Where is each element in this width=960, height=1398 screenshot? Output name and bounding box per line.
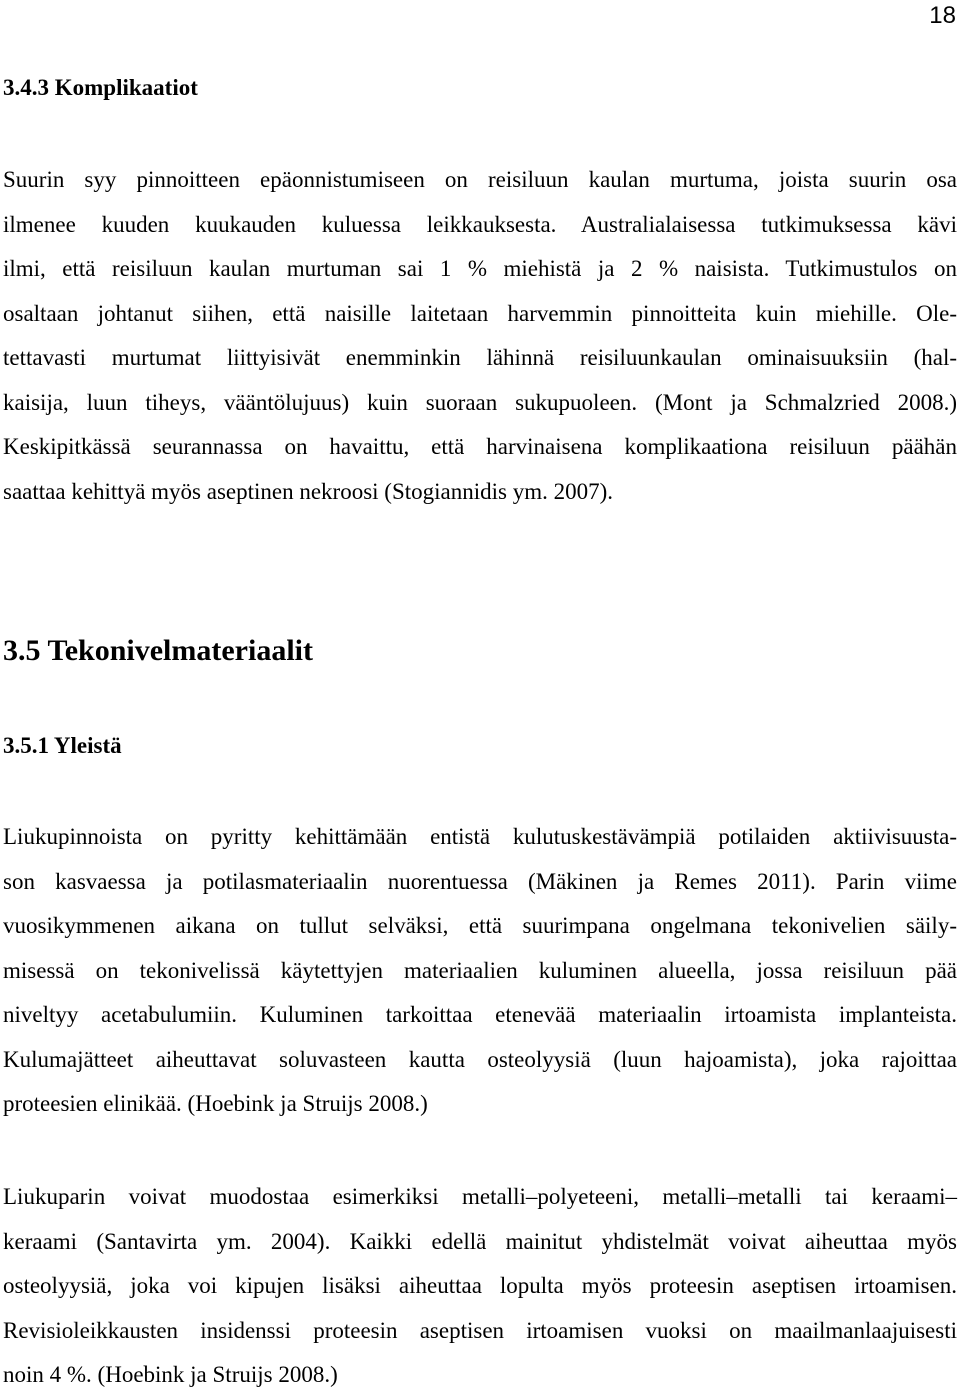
heading-tekonivelmateriaalit: 3.5 Tekonivelmateriaalit — [3, 634, 313, 667]
paragraph-yleista-2 — [3, 1175, 957, 1398]
text-line: ilmi, että reisiluun kaulan murtuman sai 1 % miehistä ja 2 % naisista. Tutkimustulos on — [3, 256, 957, 281]
text-line: Revisioleikkausten insidenssi proteesin aseptisen irtoamisen vuoksi on maailmanlaajuisesti — [3, 1317, 957, 1343]
text-line: keraami (Santavirta ym. 2004). Kaikki edellä mainitut yhdistelmät voivat aiheuttaa myös — [3, 1228, 957, 1254]
paragraph-komplikaatiot — [3, 158, 957, 514]
text-line: ilmenee kuuden kuukauden kuluessa leikkauksesta. Australialaisessa tutkimuksessa kävi — [3, 211, 957, 237]
paragraph-yleista-1 — [3, 815, 957, 1127]
text-line: tettavasti murtumat liittyisivät enemminkin lähinnä reisiluunkaulan ominaisuuksiin (hal- — [3, 345, 957, 370]
text-line: Keskipitkässä seurannassa on havaittu, että harvinaisena komplikaationa reisiluun päähän — [3, 434, 957, 459]
text-line: Suurin syy pinnoitteen epäonnistumiseen on reisiluun kaulan murtuma, joista suurin osa — [3, 167, 957, 192]
text-line: son kasvaessa ja potilasmateriaalin nuorentuessa (Mäkinen ja Remes 2011). Parin viime — [3, 868, 957, 894]
text-line: Liukupinnoista on pyritty kehittämään entistä kulutuskestävämpiä potilaiden aktiivisuusta- — [3, 824, 957, 849]
text-line: osteolyysiä, joka voi kipujen lisäksi aiheuttaa lopulta myös proteesin aseptisen irtoamisen. — [3, 1273, 957, 1298]
text-line: noin 4 %. (Hoebink ja Struijs 2008.) — [3, 1362, 338, 1387]
text-line: proteesien elinikää. (Hoebink ja Struijs 2008.) — [3, 1091, 428, 1116]
text-line: vuosikymmenen aikana on tullut selväksi, että suurimpana ongelmana tekonivelien säily- — [3, 913, 957, 938]
text-line: saattaa kehittyä myös aseptinen nekroosi (Stogiannidis ym. 2007). — [3, 478, 614, 504]
text-line: niveltyy acetabulumiin. Kuluminen tarkoittaa etenevää materiaalin irtoamista implanteista. — [3, 1002, 957, 1027]
heading-yleista: 3.5.1 Yleistä — [3, 733, 122, 758]
page-number: 18 — [929, 2, 956, 29]
text-line: kaisija, luun tiheys, vääntölujuus) kuin suoraan sukupuoleen. (Mont ja Schmalzried 2008.) — [3, 389, 957, 415]
text-line: osaltaan johtanut siihen, että naisille laitetaan harvemmin pinnoitteita kuin miehille. Ole- — [3, 300, 957, 326]
text-line: misessä on tekonivelissä käytettyjen materiaalien kuluminen alueella, jossa reisiluun pää — [3, 957, 957, 983]
text-line: Liukuparin voivat muodostaa esimerkiksi metalli–polyeteeni, metalli–metalli tai keraami– — [3, 1184, 957, 1209]
text-line: Kulumajätteet aiheuttavat soluvasteen kautta osteolyysiä (luun hajoamista), joka rajoittaa — [3, 1046, 957, 1072]
heading-komplikaatiot: 3.4.3 Komplikaatiot — [3, 75, 198, 100]
